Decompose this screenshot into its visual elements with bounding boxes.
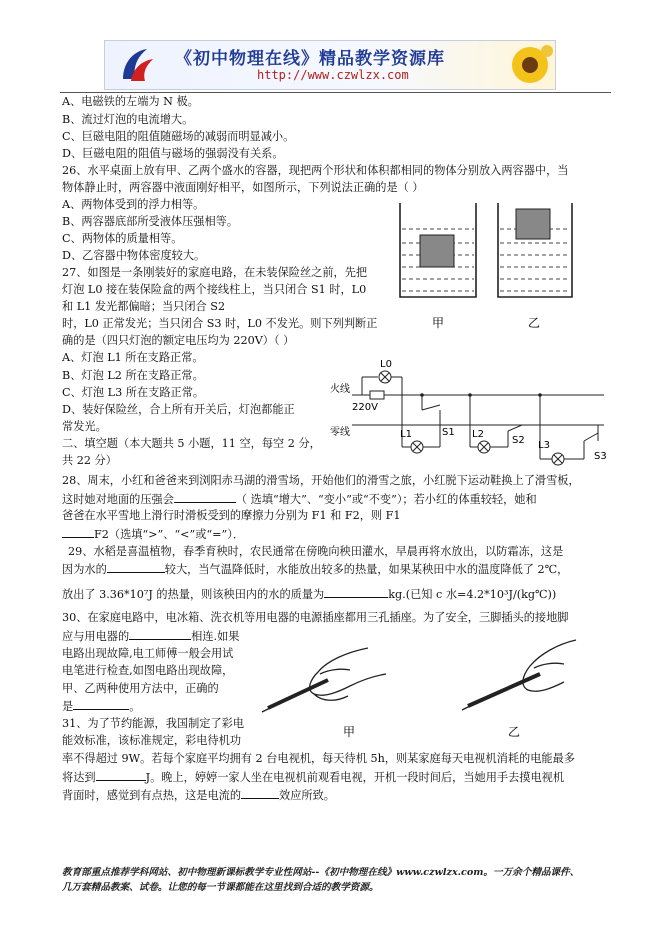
live-wire-label: 火线 (330, 384, 350, 395)
q30-line2-start: 应与用电器的 (62, 630, 130, 643)
s2-label: S2 (512, 435, 525, 446)
q26-option-d: D、乙容器中物体密度较大。 (62, 249, 206, 262)
q29-blank1[interactable] (107, 561, 165, 573)
q29-line3-start: 放出了 3.36*10⁷J 的热量，则该秧田内的水的质量为 (62, 588, 325, 601)
q30-blank2[interactable] (73, 698, 129, 710)
lamp-l0 (379, 371, 391, 383)
q29-line2-end: 较大，当气温降低时，水能放出较多的热量，如果某秧田中水的温度降低了 2℃， (164, 563, 569, 576)
q27-stem-line3: 和 L1 发光都偏暗；当只闭合 S2 (62, 300, 226, 313)
q25-option-b: B、流过灯泡的电流增大。 (62, 113, 194, 126)
q29-line2-start: 因为水的 (62, 563, 107, 576)
neutral-wire-label: 零线 (330, 427, 350, 438)
header-banner (104, 40, 556, 90)
label-jia: 甲 (343, 725, 356, 739)
header-divider (60, 92, 611, 93)
q26-stem-line2: 物体静止时，两容器中液面刚好相平，如图所示，下列说法正确的是（ ） (62, 181, 424, 194)
lamp-l3 (552, 453, 564, 465)
q30-line1: 30、在家庭电路中，电冰箱、洗衣机等用电器的电源插座都用三孔插座。为了安全，三脚插头的接地脚 (62, 611, 569, 624)
q27-option-c: C、灯泡 L3 所在支路正常。 (62, 386, 205, 399)
q30-line3: 电路出现故障,电工师傅一般会用试 (62, 647, 234, 660)
q28-line3: 爸爸在水平雪地上滑行时滑板受到的摩擦力分别为 F1 和 F2，则 F1 (62, 509, 401, 522)
s3-label: S3 (594, 451, 607, 462)
q27-option-b: B、灯泡 L2 所在支路正常。 (62, 369, 204, 382)
switch-s2 (508, 425, 522, 431)
q30-testpen-figure (258, 630, 593, 742)
label-yi: 乙 (508, 725, 521, 739)
lamp-l2 (478, 441, 490, 453)
q27-stem-line5: 确的是（四只灯泡的额定电压均为 220V）（ ） (62, 334, 295, 347)
label-jia: 甲 (432, 316, 445, 330)
q30-line2-end: 相连.如果 (191, 630, 240, 643)
site-logo-icon (117, 45, 157, 85)
q30-line6-start: 是 (62, 700, 74, 713)
q26-figure (392, 195, 582, 335)
q31-blank2[interactable] (241, 787, 279, 799)
hand-yi-icon (462, 640, 576, 710)
voltage-label: 220V (352, 402, 378, 413)
q25-option-d: D、巨磁电阻的阻值与磁场的强弱没有关系。 (62, 147, 284, 160)
sunflower-icon (507, 43, 553, 87)
q27-option-d-line2: 常发光。 (62, 420, 107, 433)
q31-line1: 31、为了节约能源，我国制定了彩电 (62, 717, 245, 730)
q27-circuit-figure (322, 355, 617, 470)
q29-line3-end: kg.(已知 c 水=4.2*10³J/(kg℃)) (388, 588, 557, 601)
q27-stem-line1: 27、如图是一条刚装好的家庭电路，在未装保险丝之前，先把 (62, 266, 368, 279)
footer-line1: 教育部重点推荐学科网站、初中物理新课标教学专业性网站--《初中物理在线》www.czwlzx.com。一万余个精品课件、 (62, 867, 580, 878)
q31-line2: 能效标准，该标准规定，彩电待机功 (62, 734, 242, 747)
q31-line5-end: 效应所致。 (279, 789, 335, 802)
q31-line5-start: 背面时，感觉到有点热，这是电流的 (62, 789, 242, 802)
label-yi: 乙 (528, 316, 541, 330)
q26-option-b: B、两容器底部所受液体压强相等。 (62, 215, 239, 228)
hand-jia-icon (262, 648, 386, 712)
l0-label: L0 (380, 359, 392, 370)
q28-blank2[interactable] (62, 526, 94, 538)
l1-label: L1 (400, 429, 412, 440)
switch-s1 (422, 405, 440, 410)
q28-line4: F2（选填“>”、“<”或“=”）． (94, 528, 245, 541)
q26-option-c: C、两物体的质量相等。 (62, 232, 183, 245)
q27-stem-line2: 灯泡 L0 接在装保险盒的两个接线柱上，当只闭合 S1 时，L0 (62, 283, 367, 296)
q28-line2-start: 这时她对地面的压强会 (62, 493, 174, 506)
q28-line1: 28、周末，小红和爸爸来到浏阳赤马湖的滑雪场，开始他们的滑雪之旅，小红脱下运动鞋换上了滑雪板， (62, 474, 580, 487)
q26-stem-line1: 26、水平桌面上放有甲、乙两个盛水的容器，现把两个形状和体积都相同的物体分别放入两容器中，当 (62, 164, 569, 177)
q26-option-a: A、两物体受到的浮力相等。 (62, 198, 205, 211)
lamp-l1 (411, 441, 423, 453)
q27-option-d-line1: D、装好保险丝，合上所有开关后，灯泡都能正 (62, 403, 295, 416)
l3-label: L3 (538, 440, 550, 451)
header-title: 《初中物理在线》精品教学资源库 (175, 49, 445, 69)
block-yi (516, 209, 550, 239)
section2-heading-line1: 二、填空题（本大题共 5 小题，11 空，每空 2 分， (62, 437, 321, 450)
section2-heading-line2: 共 22 分） (62, 454, 117, 467)
footer-line2: 几万套精品教案、试卷。让您的每一节课都能在这里找到合适的教学资源。 (62, 882, 379, 893)
q25-option-a: A、电磁铁的左端为 N 极。 (62, 95, 199, 108)
q31-line3: 率不得超过 9W。若每个家庭平均拥有 2 台电视机，每天待机 5h，则某家庭每天电视机消耗的电能最多 (62, 752, 575, 765)
q30-blank1[interactable] (129, 628, 191, 640)
q27-option-a: A、灯泡 L1 所在支路正常。 (62, 351, 204, 364)
q25-option-c: C、巨磁电阻的阻值随磁场的减弱而明显减小。 (62, 130, 295, 143)
q30-line6-end: 。 (129, 700, 141, 713)
l2-label: L2 (472, 429, 484, 440)
q30-line5: 甲、乙两种使用方法中，正确的 (62, 682, 219, 695)
fuse-box (370, 391, 384, 399)
q31-line4-end: J。晚上，婷婷一家人坐在电视机前观看电视，开机一段时间后，当她用手去摸电视机 (145, 771, 565, 784)
q29-blank2[interactable] (324, 586, 388, 598)
q29-line1: 29、水稻是喜温植物，春季育秧时，农民通常在傍晚向秧田灌水，早晨再将水放出，以防霜冻，这是 (68, 545, 564, 558)
q31-blank1[interactable] (96, 769, 146, 781)
switch-s3 (584, 433, 598, 441)
q27-stem-line4: 时，L0 正常发光；当只闭合 S3 时，L0 不发光。则下列判断正 (62, 317, 378, 330)
q28-line2-end: （ 选填“增大”、“变小”或“不变”）；若小红的体重较轻，她和 (235, 493, 537, 506)
s1-label: S1 (442, 427, 455, 438)
q31-line4-start: 将达到 (62, 771, 96, 784)
q28-blank1[interactable] (174, 491, 236, 503)
q30-line4: 电笔进行检查,如图电路出现故障， (62, 664, 234, 677)
container-jia (400, 203, 476, 297)
header-url[interactable]: http://www.czwlzx.com (257, 68, 409, 82)
container-yi (498, 203, 572, 297)
block-jia (420, 235, 454, 267)
